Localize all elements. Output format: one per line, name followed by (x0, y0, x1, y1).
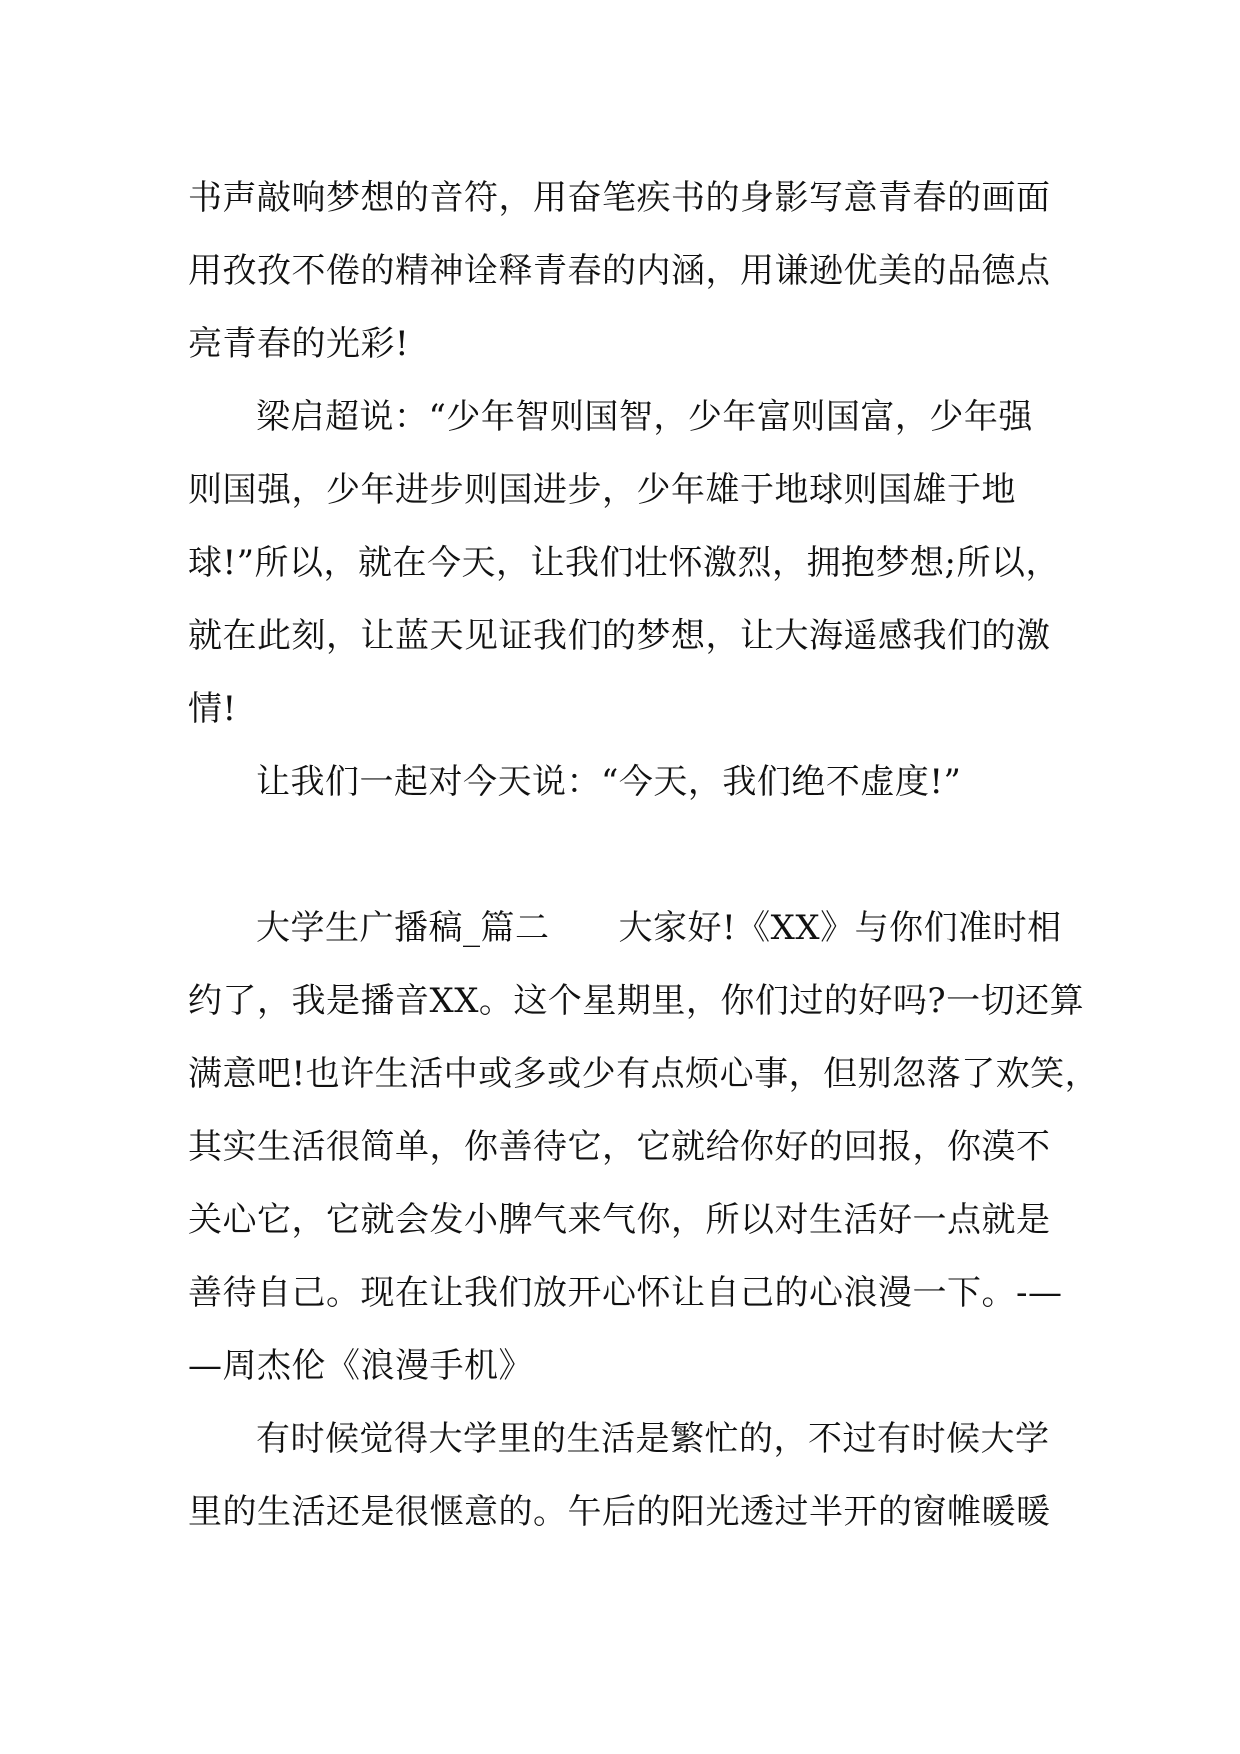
document-body (188, 162, 1100, 1549)
text-line: 则国强，少年进步则国进步，少年雄于地球则国雄于地 (188, 470, 1016, 510)
text-line: 关心它，它就会发小脾气来气你，所以对生活好一点就是 (188, 1200, 1051, 1240)
text-line: 善待自己。现在让我们放开心怀让自己的心浪漫一下。-— (188, 1273, 1063, 1313)
text-line: 里的生活还是很惬意的。午后的阳光透过半开的窗帷暖暖 (188, 1492, 1051, 1532)
text-line: 约了，我是播音XX。这个星期里，你们过的好吗?一切还算 (188, 981, 1085, 1021)
text-line: 球!”所以，就在今天，让我们壮怀激烈，拥抱梦想;所以， (188, 543, 1060, 583)
paragraph-start-line: 梁启超说：“少年智则国智，少年富则国富，少年强 (256, 397, 1033, 437)
paragraph-start-line: 有时候觉得大学里的生活是繁忙的，不过有时候大学 (256, 1419, 1050, 1459)
text-line: 其实生活很简单，你善待它，它就给你好的回报，你漠不 (188, 1127, 1051, 1167)
text-line: 亮青春的光彩! (188, 324, 410, 364)
text-line: —周杰伦《浪漫手机》 (188, 1346, 533, 1386)
text-line: 用孜孜不倦的精神诠释青春的内涵，用谦逊优美的品德点 (188, 251, 1051, 291)
paragraph-start-line: 让我们一起对今天说：“今天，我们绝不虚度!” (256, 762, 962, 802)
text-line: 情! (188, 689, 237, 729)
blank-line (188, 819, 1058, 892)
text-line: 书声敲响梦想的音符，用奋笔疾书的身影写意青春的画面 (188, 178, 1051, 218)
text-line: 就在此刻，让蓝天见证我们的梦想，让大海遥感我们的激 (188, 616, 1051, 656)
text-line: 满意吧!也许生活中或多或少有点烦心事，但别忽落了欢笑， (188, 1054, 1100, 1094)
section-heading-line: 大学生广播稿_篇二 大家好!《XX》与你们准时相 (256, 908, 1062, 948)
